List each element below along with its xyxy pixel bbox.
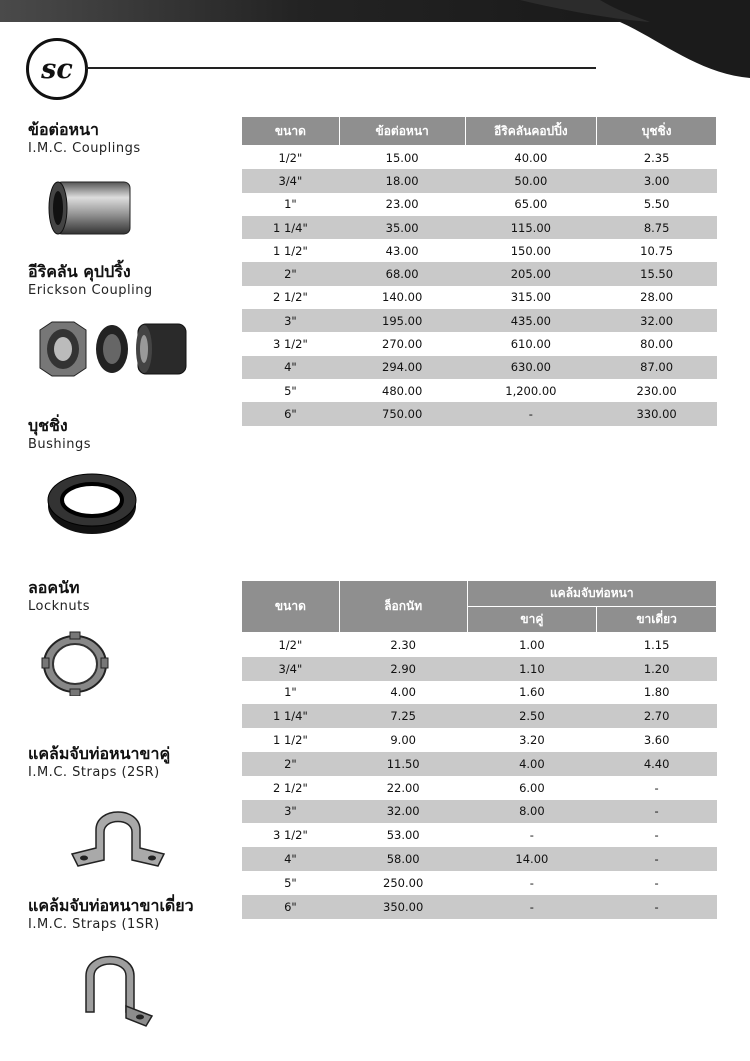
table-header-row bbox=[242, 581, 717, 607]
cell-price: 480.00 bbox=[382, 383, 423, 398]
cell-price: 43.00 bbox=[385, 243, 419, 258]
cell-price: 15.00 bbox=[385, 150, 419, 165]
cell-price: 315.00 bbox=[510, 290, 551, 305]
cell-price: 10.75 bbox=[640, 243, 674, 258]
cell-price: 1.60 bbox=[519, 685, 545, 700]
cell-size: 3 1/2" bbox=[273, 337, 308, 352]
cell-price: 80.00 bbox=[640, 337, 674, 352]
table-row bbox=[242, 286, 717, 309]
cell-price: 750.00 bbox=[339, 402, 465, 425]
cell-price: - bbox=[529, 875, 534, 890]
cell-price: 68.00 bbox=[339, 262, 465, 285]
cell-price: 40.00 bbox=[514, 150, 548, 165]
company-logo: sc bbox=[26, 38, 88, 100]
product-label-erickson-coupling bbox=[28, 262, 153, 300]
product-name-english: Erickson Coupling bbox=[28, 283, 153, 298]
cell-price: 350.00 bbox=[339, 895, 467, 919]
table-row bbox=[242, 681, 717, 705]
cell-price: 1.00 bbox=[519, 637, 545, 652]
product-label-bushings bbox=[28, 416, 91, 454]
cell-size: 1 1/2" bbox=[273, 733, 308, 748]
bushing-icon bbox=[44, 470, 140, 536]
cell-price: 205.00 bbox=[465, 262, 597, 285]
table-row bbox=[242, 895, 717, 919]
table-row bbox=[242, 776, 717, 800]
cell-price: 6.00 bbox=[519, 780, 545, 795]
product-name-thai: ลอคนัท bbox=[28, 578, 80, 597]
cell-price: - bbox=[654, 780, 659, 795]
coupling-icon bbox=[44, 176, 144, 238]
cell-price: 1.80 bbox=[643, 685, 670, 700]
cell-price: 230.00 bbox=[636, 383, 677, 398]
header-rule bbox=[86, 67, 596, 69]
table-row bbox=[242, 704, 717, 728]
cell-price: 3.20 bbox=[519, 733, 545, 748]
cell-price: 9.00 bbox=[390, 733, 416, 748]
cell-price: 2.50 bbox=[467, 704, 597, 728]
cell-price: 11.50 bbox=[339, 752, 467, 776]
cell-size: 1/2" bbox=[278, 150, 303, 165]
product-label-locknuts bbox=[28, 578, 90, 616]
cell-price: 65.00 bbox=[514, 197, 548, 212]
cell-size: 1 1/4" bbox=[242, 216, 340, 239]
table-row bbox=[242, 402, 717, 425]
cell-size: 1" bbox=[284, 685, 297, 700]
cell-price: 28.00 bbox=[640, 290, 674, 305]
cell-size: 5" bbox=[284, 383, 297, 398]
product-name-english: I.M.C. Straps (1SR) bbox=[28, 917, 160, 932]
cell-price: 150.00 bbox=[510, 243, 551, 258]
cell-price: - bbox=[654, 828, 659, 843]
cell-price: 2.70 bbox=[597, 704, 717, 728]
cell-size: 1/2" bbox=[278, 637, 303, 652]
cell-price: 115.00 bbox=[465, 216, 597, 239]
table-row bbox=[242, 332, 717, 355]
header-imc-coupling: ข้อต่อหนา bbox=[339, 117, 465, 146]
table-row bbox=[242, 169, 717, 192]
table-row bbox=[242, 356, 717, 379]
cell-price: 53.00 bbox=[386, 828, 420, 843]
table-row bbox=[242, 728, 717, 752]
header-erickson-coupling: อีริคลันคอปปิ้ง bbox=[465, 117, 597, 146]
product-name-english: I.M.C. Couplings bbox=[28, 141, 141, 156]
cell-price: - bbox=[597, 800, 717, 824]
cell-price: 1.20 bbox=[597, 657, 717, 681]
cell-price: 50.00 bbox=[465, 169, 597, 192]
cell-size: 3" bbox=[242, 309, 340, 332]
header-size: ขนาด bbox=[242, 581, 340, 633]
product-label-straps-2sr bbox=[28, 744, 170, 782]
product-name-thai: ข้อต่อหนา bbox=[28, 120, 100, 139]
cell-price: 3.60 bbox=[643, 733, 670, 748]
table-row bbox=[242, 239, 717, 262]
cell-price: 1.10 bbox=[467, 657, 597, 681]
cell-price: 22.00 bbox=[386, 780, 420, 795]
table-row bbox=[242, 823, 717, 847]
product-name-thai: แคล้มจับท่อหนาขาเดี่ยว bbox=[28, 896, 194, 915]
table-header-row bbox=[242, 117, 717, 146]
cell-price: 32.00 bbox=[339, 800, 467, 824]
cell-price: 330.00 bbox=[597, 402, 717, 425]
cell-price: 1.15 bbox=[643, 637, 670, 652]
product-name-english: Bushings bbox=[28, 437, 92, 452]
product-name-thai: อีริคลัน คุปปริ้ง bbox=[28, 262, 131, 281]
cell-price: - bbox=[465, 402, 597, 425]
cell-price: 8.75 bbox=[597, 216, 717, 239]
cell-price: 7.25 bbox=[339, 704, 467, 728]
cell-price: 23.00 bbox=[385, 197, 419, 212]
cell-price: 18.00 bbox=[339, 169, 465, 192]
cell-price: 35.00 bbox=[339, 216, 465, 239]
product-label-straps-1sr bbox=[28, 896, 194, 934]
cell-price: 87.00 bbox=[597, 356, 717, 379]
cell-size: 1" bbox=[284, 197, 297, 212]
strap-1sr-icon bbox=[74, 946, 158, 1030]
table-row bbox=[242, 309, 717, 332]
cell-price: 294.00 bbox=[339, 356, 465, 379]
cell-size: 3/4" bbox=[242, 169, 340, 192]
cell-price: 14.00 bbox=[467, 847, 597, 871]
table-row bbox=[242, 633, 717, 657]
cell-size: 2 1/2" bbox=[273, 290, 308, 305]
table-row bbox=[242, 871, 717, 895]
cell-price: 270.00 bbox=[382, 337, 423, 352]
cell-size: 4" bbox=[242, 356, 340, 379]
cell-price: - bbox=[529, 828, 534, 843]
cell-price: 1,200.00 bbox=[505, 383, 557, 398]
cell-size: 5" bbox=[284, 875, 297, 890]
header-strap-single: ขาเดี่ยว bbox=[597, 607, 717, 633]
product-label-imc-coupling bbox=[28, 120, 141, 158]
table-row bbox=[242, 752, 717, 776]
cell-price: 5.50 bbox=[643, 197, 670, 212]
header-size: ขนาด bbox=[242, 117, 340, 146]
product-name-thai: แคล้มจับท่อหนาขาคู่ bbox=[28, 744, 171, 763]
cell-price: 195.00 bbox=[339, 309, 465, 332]
cell-price: 610.00 bbox=[510, 337, 551, 352]
product-name-thai: บุชชิ่ง bbox=[28, 416, 68, 435]
corner-swoosh-decoration bbox=[0, 0, 750, 110]
erickson-coupling-icon bbox=[34, 318, 192, 380]
price-table-couplings bbox=[241, 116, 717, 426]
cell-size: 6" bbox=[242, 895, 340, 919]
product-name-english: I.M.C. Straps (2SR) bbox=[28, 765, 160, 780]
cell-size: 4" bbox=[242, 847, 340, 871]
cell-price: 630.00 bbox=[465, 356, 597, 379]
header-strap-double: ขาคู่ bbox=[467, 607, 597, 633]
cell-price: 3.00 bbox=[597, 169, 717, 192]
cell-price: 8.00 bbox=[467, 800, 597, 824]
locknut-icon bbox=[40, 630, 110, 696]
cell-size: 2 1/2" bbox=[273, 780, 308, 795]
cell-price: - bbox=[654, 875, 659, 890]
table-row bbox=[242, 146, 717, 170]
table-row bbox=[242, 379, 717, 402]
cell-price: 4.00 bbox=[390, 685, 416, 700]
cell-price: 58.00 bbox=[339, 847, 467, 871]
header-locknut: ล็อกนัท bbox=[339, 581, 467, 633]
price-table-locknuts-straps bbox=[241, 580, 717, 919]
cell-price: - bbox=[597, 847, 717, 871]
cell-size: 1 1/4" bbox=[242, 704, 340, 728]
cell-price: 4.40 bbox=[597, 752, 717, 776]
cell-size: 3/4" bbox=[242, 657, 340, 681]
cell-price: 32.00 bbox=[597, 309, 717, 332]
cell-price: - bbox=[467, 895, 597, 919]
cell-price: 140.00 bbox=[382, 290, 423, 305]
strap-2sr-icon bbox=[66, 800, 170, 872]
cell-size: 3 1/2" bbox=[273, 828, 308, 843]
table-row bbox=[242, 262, 717, 285]
cell-size: 1 1/2" bbox=[273, 243, 308, 258]
cell-size: 3" bbox=[242, 800, 340, 824]
product-name-english: Locknuts bbox=[28, 599, 90, 614]
table-row bbox=[242, 216, 717, 239]
cell-price: 2.30 bbox=[390, 637, 416, 652]
cell-price: 435.00 bbox=[465, 309, 597, 332]
cell-size: 6" bbox=[242, 402, 340, 425]
header-bushing: บุชชิ่ง bbox=[597, 117, 717, 146]
header-strap-group: แคล้มจับท่อหนา bbox=[467, 581, 716, 607]
table-row bbox=[242, 193, 717, 216]
cell-size: 2" bbox=[242, 752, 340, 776]
cell-price: 15.50 bbox=[597, 262, 717, 285]
table-row bbox=[242, 847, 717, 871]
cell-size: 2" bbox=[242, 262, 340, 285]
table-row bbox=[242, 657, 717, 681]
cell-price: 2.90 bbox=[339, 657, 467, 681]
cell-price: 4.00 bbox=[467, 752, 597, 776]
table-row bbox=[242, 800, 717, 824]
cell-price: - bbox=[597, 895, 717, 919]
cell-price: 250.00 bbox=[383, 875, 424, 890]
cell-price: 2.35 bbox=[643, 150, 670, 165]
